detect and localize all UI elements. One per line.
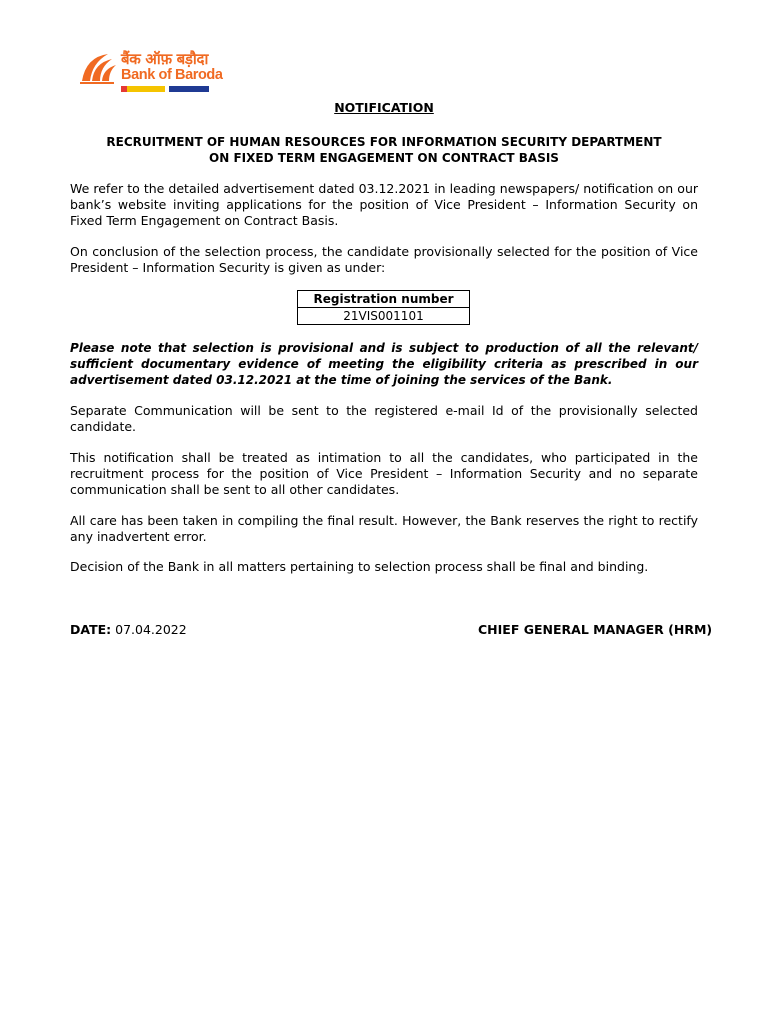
paragraph-advertisement-reference: We refer to the detailed advertisement dated 03.12.2021 in leading newspapers/ notification on our bank’s website inviting applications for the position of Vice President – Information Security on Fixed Term Engagement on Contract Basis. <box>70 181 698 228</box>
registration-table-header: Registration number <box>298 291 470 308</box>
date-label: DATE <box>70 622 107 637</box>
paragraph-decision: Decision of the Bank in all matters pertaining to selection process shall be final and binding. <box>70 559 649 574</box>
subject-line-1: RECRUITMENT OF HUMAN RESOURCES FOR INFORMATION SECURITY DEPARTMENT <box>106 135 662 149</box>
subject-line-2: ON FIXED TERM ENGAGEMENT ON CONTRACT BASIS <box>209 151 559 165</box>
subject-heading <box>70 134 698 166</box>
date-value: 07.04.2022 <box>115 622 187 637</box>
page-title: NOTIFICATION <box>334 100 434 115</box>
paragraph-separate-communication: Separate Communication will be sent to the registered e-mail Id of the provisionally selected candidate. <box>70 403 698 434</box>
registration-table <box>297 290 470 325</box>
bank-logo <box>78 49 223 97</box>
paragraph-final-result: All care has been taken in compiling the final result. However, the Bank reserves the right to rectify any inadvertent error. <box>70 513 698 544</box>
baroda-sun-icon <box>78 51 118 85</box>
paragraph-intimation: This notification shall be treated as intimation to all the candidates, who participated in the recruitment process for the position of Vice President – Information Security and no separate communication shall be sent to all other candidates. <box>70 450 698 497</box>
paragraph-provisional-note: Please note that selection is provisional and is subject to production of all the relevant/ sufficient documentary evidence of meeting the eligibility criteria as prescribed in our advertisement dated 03.12.2021 at the time of joining the services of the Bank. <box>70 341 698 387</box>
logo-hindi-name: बैंक ऑफ़ बड़ौदा <box>121 50 209 68</box>
registration-number-cell: 21VIS001101 <box>298 308 470 325</box>
paragraph-selection-conclusion: On conclusion of the selection process, the candidate provisionally selected for the position of Vice President – Information Security is given as under: <box>70 244 698 275</box>
signatory-title: CHIEF GENERAL MANAGER (HRM) <box>478 622 713 637</box>
logo-english-name: Bank of Baroda <box>121 67 223 83</box>
date-line: DATE: 07.04.2022 <box>70 622 187 637</box>
logo-color-strip <box>121 86 209 92</box>
